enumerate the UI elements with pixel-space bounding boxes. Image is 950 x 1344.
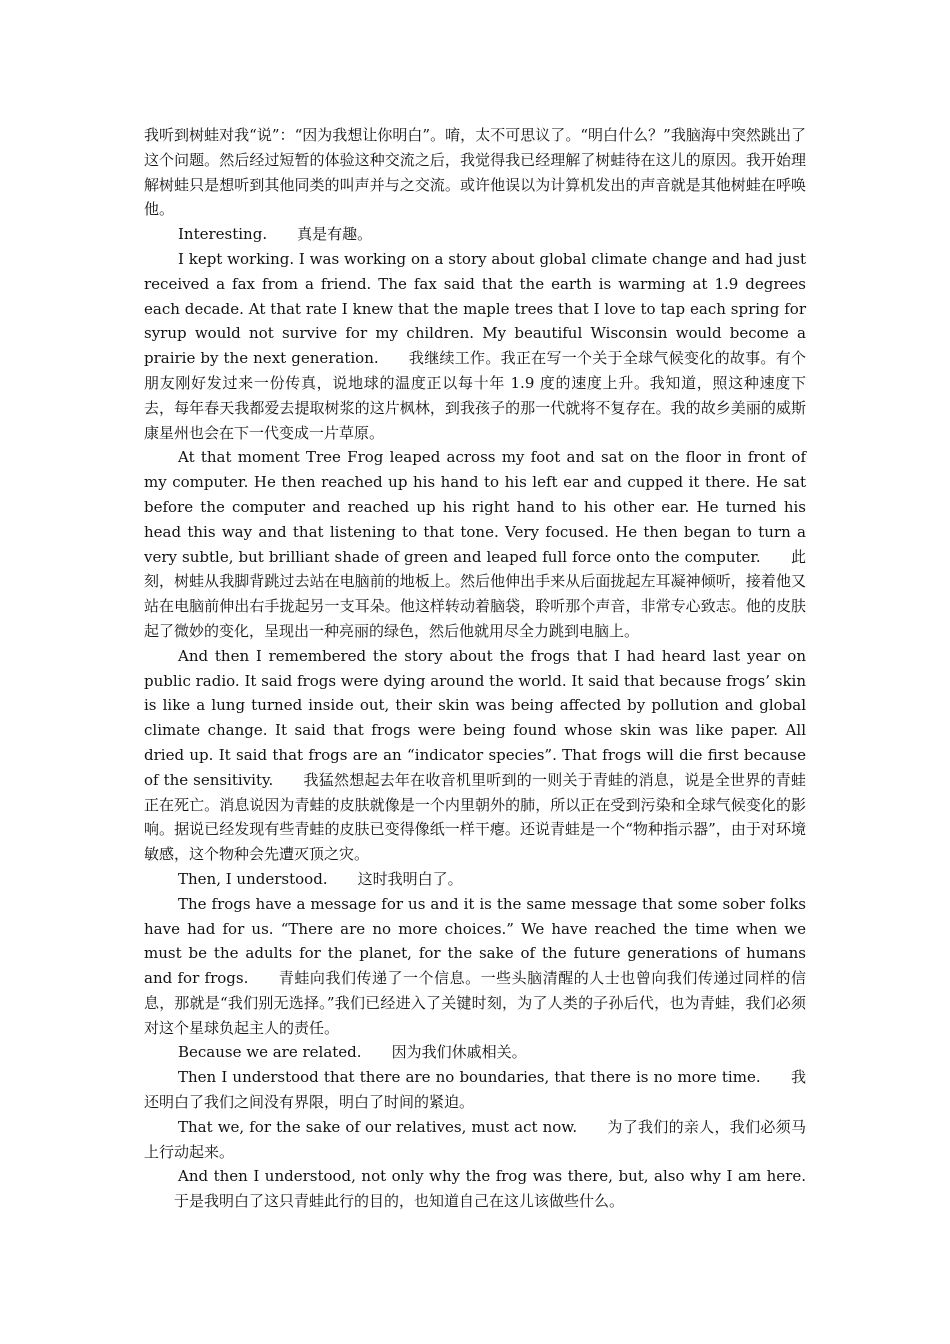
paragraph-zh: 因为我们休戚相关。 <box>391 1043 527 1062</box>
paragraph <box>144 123 806 222</box>
paragraph-zh: 我听到树蛙对我“说”：“因为我想让你明白”。唷，太不可思议了。“明白什么？”我脑海中突然跳出了这个问题。然后经过短暂的体验这种交流之后，我觉得我已经理解了树蛙待在这儿的原因。我开始理解树蛙只是想听到其他同类的叫声并与之交流。或许他误以为计算机发出的声音就是其他树蛙在呼唤他。 <box>144 126 806 219</box>
paragraph <box>144 1164 806 1214</box>
paragraph-en: That we, for the sake of our relatives, must act now. <box>178 1117 578 1136</box>
paragraph <box>144 1065 806 1115</box>
paragraph-en: Then I understood that there are no boundaries, that there is no more time. <box>178 1068 761 1087</box>
paragraph <box>144 644 806 867</box>
paragraph-en: Because we are related. <box>178 1043 362 1062</box>
paragraph <box>144 867 806 892</box>
paragraph <box>144 445 806 643</box>
paragraph-zh: 我继续工作。我正在写一个关于全球气候变化的故事。有个朋友刚好发过来一份传真，说地球的温度正以每十年 1.9 度的速度上升。我知道，照这种速度下去，每年春天我都爱去提取树浆的这片枫林，到我孩子的那一代就将不复存在。我的故乡美丽的威斯康星州也会在下一代变成一片草原。 <box>144 349 806 442</box>
paragraph-zh: 青蛙向我们传递了一个信息。一些头脑清醒的人士也曾向我们传递过同样的信息，那就是“我们别无选择。”我们已经进入了关键时刻，为了人类的子孙后代，也为青蛙，我们必须对这个星球负起主人的责任。 <box>144 969 806 1037</box>
paragraph <box>144 222 806 247</box>
paragraph-en: Then, I understood. <box>178 869 328 888</box>
paragraph <box>144 1115 806 1165</box>
paragraph-en: I kept working. I was working on a story about global climate change and had just received a fax from a friend. The fax said that the earth is warming at 1.9 degrees each decade. At that rate I knew that the maple trees that I love to tap each spring for syrup would not survive for my children. My beautiful Wisconsin would become a prairie by the next generation. <box>144 249 806 368</box>
paragraph-zh: 我还明白了我们之间没有界限，明白了时间的紧迫。 <box>144 1068 806 1112</box>
paragraph-en: And then I understood, not only why the frog was there, but, also why I am here. <box>178 1167 806 1186</box>
document-body <box>144 123 806 1214</box>
paragraph-zh: 于是我明白了这只青蛙此行的目的，也知道自己在这儿该做些什么。 <box>174 1192 625 1211</box>
paragraph-zh: 我猛然想起去年在收音机里听到的一则关于青蛙的消息，说是全世界的青蛙正在死亡。消息说因为青蛙的皮肤就像是一个内里朝外的肺，所以正在受到污染和全球气候变化的影响。据说已经发现有些青蛙的皮肤已变得像纸一样干瘪。还说青蛙是一个“物种指示器”，由于对环境敏感，这个物种会先遭灭顶之灾。 <box>144 770 806 864</box>
paragraph <box>144 247 806 445</box>
paragraph-zh: 为了我们的亲人，我们必须马上行动起来。 <box>144 1117 806 1161</box>
paragraph-en: Interesting. <box>178 225 268 244</box>
paragraph-en: And then I remembered the story about the frogs that I had heard last year on public radio. It said frogs were dying around the world. It said that because frogs’ skin is like a lung turned inside out, their skin was being affected by pollution and global climate change. It said that frogs were being found whose skin was like paper. All dried up. It said that frogs are an “indicator species”. That frogs will die first because of the sensitivity. <box>144 646 806 789</box>
paragraph-en: At that moment Tree Frog leaped across my foot and sat on the floor in front of my computer. He then reached up his hand to his left ear and cupped it there. He sat before the computer and reached up his right hand to his other ear. He turned his head this way and that listening to that tone. Very focused. He then began to turn a very subtle, but brilliant shade of green and leaped full force onto the computer. <box>144 448 806 566</box>
paragraph-zh: 此刻，树蛙从我脚背跳过去站在电脑前的地板上。然后他伸出手来从后面拢起左耳凝神倾听，接着他又站在电脑前伸出右手拢起另一支耳朵。他这样转动着脑袋，聆听那个声音，非常专心致志。他的皮肤起了微妙的变化，呈现出一种亮丽的绿色，然后他就用尽全力跳到电脑上。 <box>144 547 806 640</box>
paragraph <box>144 892 806 1041</box>
paragraph-zh: 真是有趣。 <box>297 225 373 244</box>
paragraph-en: The frogs have a message for us and it is the same message that some sober folks have had for us. “There are no more choices.” We have reached the time when we must be the adults for the planet, for the sake of the future generations of humans and for frogs. <box>144 894 806 988</box>
paragraph <box>144 1040 806 1065</box>
paragraph-zh: 这时我明白了。 <box>357 869 463 888</box>
